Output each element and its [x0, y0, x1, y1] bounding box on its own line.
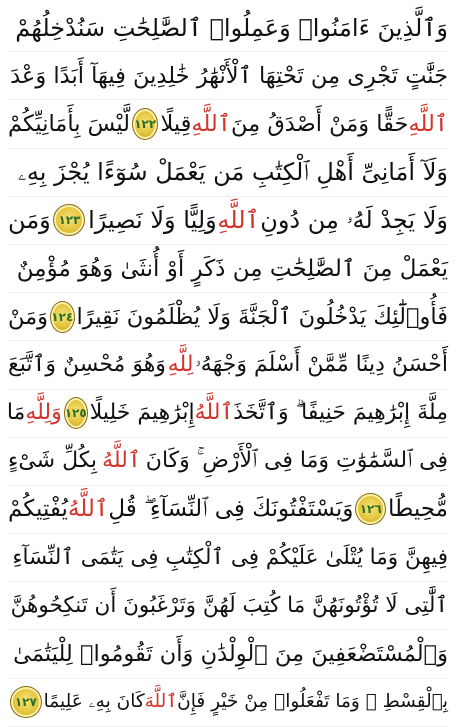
- text-line: [8, 293, 448, 341]
- verse-text: ٱلَّٰتِى لَا تُؤْتُونَهُنَّ مَا كُتِبَ لَهُنَّ وَتَرْغَبُونَ أَن تَنكِحُوهُنَّ: [10, 592, 448, 618]
- text-line: [8, 197, 448, 245]
- verse-text: فِى ٱلسَّمَٰوَٰتِ وَمَا فِى ٱلْأَرْضِ ۚ وَكَانَ: [145, 448, 448, 474]
- verse-text: فِيهِنَّ وَمَا يُتْلَىٰ عَلَيْكُمْ فِى ٱلْكِتَٰبِ فِى يَتَٰمَى ٱلنِّسَآءِ: [12, 544, 448, 570]
- verse-text: كَانَ بِهِۦ عَلِيمًا: [43, 691, 145, 713]
- ayah-number-icon: ١٢٥: [64, 397, 88, 429]
- ayah-number-icon: ١٢٣: [53, 204, 85, 236]
- verse-text: جَنَّٰتٍ تَجْرِى مِن تَحْتِهَا ٱلْأَنْهَٰرُ خَٰلِدِينَ فِيهَآ أَبَدًا وَعْدَ: [10, 62, 448, 89]
- verse-text: قِيلًا: [160, 110, 192, 137]
- verse-text: مُّحِيطًا: [388, 496, 448, 523]
- ayah-number-icon: ١٢٤: [50, 301, 74, 333]
- text-line: [8, 149, 448, 197]
- verse-lines: [8, 4, 448, 727]
- text-line: [8, 4, 448, 52]
- text-line: [8, 245, 448, 293]
- verse-text: مِلَّةَ إِبْرَٰهِيمَ حَنِيفًا ۗ وَٱتَّخَذَ: [233, 400, 448, 426]
- verse-text: إِبْرَٰهِيمَ خَلِيلًا: [89, 400, 195, 426]
- verse-text: بِٱلْقِسْطِ ۚ وَمَا تَفْعَلُوا۟ مِنْ خَيْرٍ فَإِنَّ: [177, 691, 448, 713]
- verse-text: مَا: [6, 400, 26, 426]
- divine-name: ٱللَّهَ: [144, 691, 178, 713]
- verse-text: وَلِيًّا وَلَا نَصِيرًا: [88, 206, 217, 235]
- verse-text: وَلَا يَجِدْ لَهُۥ مِن دُونِ: [260, 206, 448, 235]
- ayah-number-icon: ١٢٧: [10, 686, 42, 718]
- verse-text: وَهُوَ مُحْسِنٌ وَٱتَّبَعَ: [8, 351, 166, 377]
- ayah-number-icon: ١٢٦: [355, 493, 386, 525]
- verse-text: وَمَن: [8, 206, 51, 235]
- verse-text: فَأُو۟لَٰٓئِكَ يَدْخُلُونَ ٱلْجَنَّةَ وَلَا يُظْلَمُونَ نَقِيرًا: [76, 303, 448, 330]
- divine-name: ٱللَّهُ: [67, 496, 109, 523]
- verse-text: وَٱلْمُسْتَضْعَفِينَ مِنَ ٱلْوِلْدَٰنِ وَأَن تَقُومُوا۟ لِلْيَتَٰمَىٰ: [13, 641, 448, 668]
- verse-text: يَعْمَلْ مِنَ ٱلصَّٰلِحَٰتِ مِن ذَكَرٍ أَوْ أُنثَىٰ وَهُوَ مُؤْمِنٌ: [16, 255, 448, 282]
- verse-text: وَٱلَّذِينَ ءَامَنُوا۟ وَعَمِلُوا۟ ٱلصَّٰلِحَٰتِ سَنُدْخِلُهُمْ: [15, 13, 448, 42]
- text-line: [8, 582, 448, 630]
- text-line: [8, 534, 448, 582]
- text-line: [8, 630, 448, 678]
- text-line: [8, 486, 448, 534]
- verse-text: لَّيْسَ بِأَمَانِيِّكُمْ: [8, 110, 130, 137]
- divine-name: ٱللَّهِ: [217, 206, 260, 235]
- text-line: [8, 438, 448, 486]
- text-line: [8, 52, 448, 100]
- divine-name: لِلَّهِ: [167, 351, 194, 377]
- verse-text: وَيَسْتَفْتُونَكَ فِى ٱلنِّسَآءِ ۖ قُلِ: [108, 496, 354, 523]
- divine-name: وَلِلَّهِ: [25, 400, 62, 426]
- ayah-number-icon: ١٢٢: [132, 108, 158, 140]
- text-line: [8, 100, 448, 148]
- divine-name: ٱللَّهِ: [408, 110, 448, 137]
- text-line: [8, 679, 448, 727]
- divine-name: ٱللَّهُ: [102, 448, 141, 474]
- divine-name: ٱللَّهُ: [194, 400, 234, 426]
- verse-text: وَمَنْ: [8, 303, 49, 330]
- verse-text: بِكُلِّ شَىْءٍ: [8, 448, 98, 474]
- text-line: [8, 341, 448, 389]
- verse-text: أَحْسَنُ دِينًا مِّمَّنْ أَسْلَمَ وَجْهَهُۥ: [195, 351, 448, 377]
- divine-name: ٱللَّهِ: [191, 110, 231, 137]
- text-line: [8, 390, 448, 438]
- verse-text: حَقًّا وَمَنْ أَصْدَقُ مِنَ: [230, 110, 409, 137]
- verse-text: يُفْتِيكُمْ: [8, 496, 68, 523]
- verse-text: وَلَآ أَمَانِىِّ أَهْلِ ٱلْكِتَٰبِ مَن يَعْمَلْ سُوٓءًا يُجْزَ بِهِۦ: [17, 158, 448, 187]
